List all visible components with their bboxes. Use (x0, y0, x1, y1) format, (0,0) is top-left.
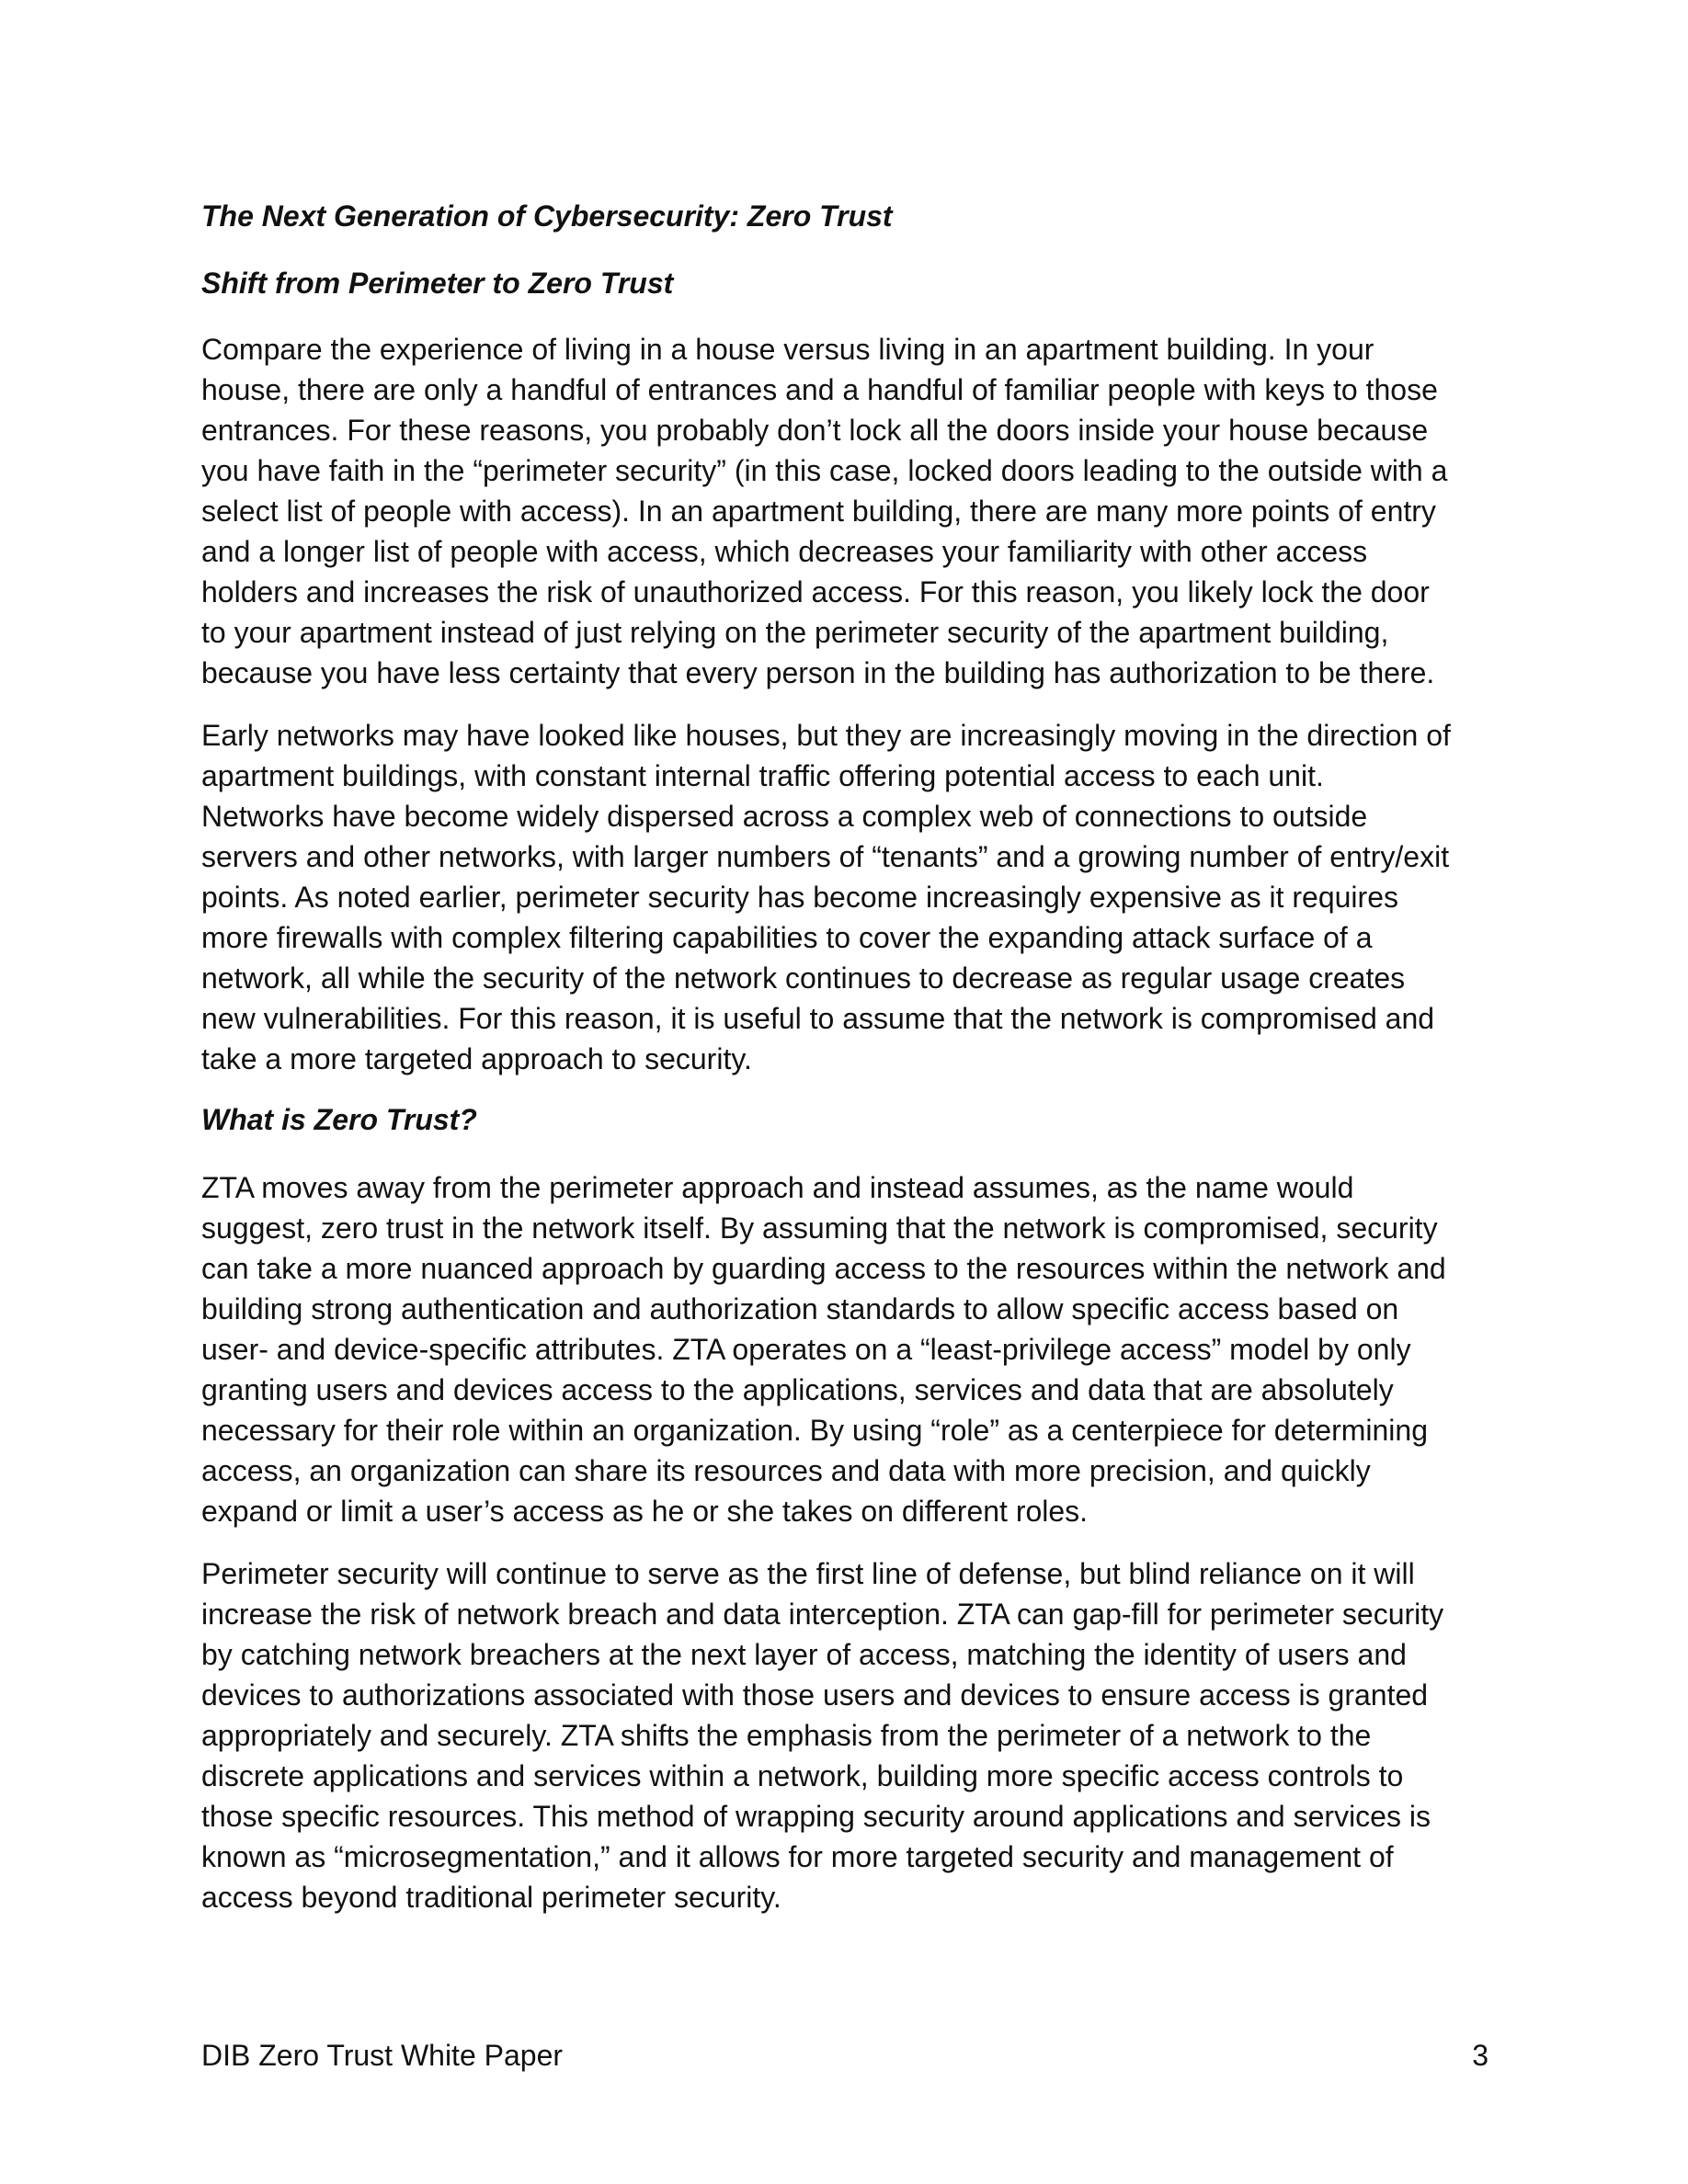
text-line: building strong authentication and authorization standards to allow specific access based on (201, 1292, 1399, 1325)
text-line: Networks have become widely dispersed across a complex web of connections to outside (201, 800, 1368, 833)
paragraph-perimeter-security (201, 1553, 1443, 1917)
text-line: network, all while the security of the network continues to decrease as regular usage creates (201, 961, 1406, 995)
text-line: can take a more nuanced approach by guarding access to the resources within the network and (201, 1252, 1446, 1285)
paragraph-zta-definition (201, 1167, 1446, 1531)
document-page (201, 0, 1488, 2184)
paragraph-house-apartment (201, 329, 1447, 693)
text-line: entrances. For these reasons, you probably don’t lock all the doors inside your house because (201, 414, 1429, 447)
paragraph-early-networks (201, 715, 1451, 1079)
text-line: granting users and devices access to the applications, services and data that are absolutely (201, 1373, 1394, 1406)
footer-page-number: 3 (1472, 2039, 1488, 2072)
text-line: suggest, zero trust in the network itself. By assuming that the network is compromised, security (201, 1211, 1438, 1245)
text-line: and a longer list of people with access, which decreases your familiarity with other access (201, 535, 1368, 568)
text-line: expand or limit a user’s access as he or she takes on different roles. (201, 1495, 1089, 1528)
text-line: you have faith in the “perimeter security” (in this case, locked doors leading to the outside with a (201, 454, 1448, 487)
text-line: access beyond traditional perimeter security. (201, 1881, 781, 1914)
text-line: appropriately and securely. ZTA shifts the emphasis from the perimeter of a network to the (201, 1719, 1372, 1752)
text-line: house, there are only a handful of entrances and a handful of familiar people with keys to those (201, 373, 1438, 406)
text-line: by catching network breachers at the next layer of access, matching the identity of users and (201, 1638, 1407, 1671)
text-line: known as “microsegmentation,” and it allows for more targeted security and management of (201, 1840, 1394, 1873)
section-heading-what-is-zero-trust: What is Zero Trust? (201, 1103, 477, 1136)
text-line: Perimeter security will continue to serve as the first line of defense, but blind reliance on it will (201, 1557, 1415, 1590)
text-line: Compare the experience of living in a house versus living in an apartment building. In your (201, 333, 1374, 366)
text-line: new vulnerabilities. For this reason, it is useful to assume that the network is compromised and (201, 1002, 1435, 1035)
text-line: select list of people with access). In an apartment building, there are many more points of entry (201, 495, 1436, 528)
text-line: servers and other networks, with larger numbers of “tenants” and a growing number of entry/exit (201, 840, 1450, 873)
footer-document-name: DIB Zero Trust White Paper (201, 2039, 564, 2072)
text-line: more firewalls with complex filtering capabilities to cover the expanding attack surface of a (201, 921, 1373, 954)
text-line: increase the risk of network breach and data interception. ZTA can gap-fill for perimeter security (201, 1598, 1444, 1631)
text-line: apartment buildings, with constant internal traffic offering potential access to each unit. (201, 759, 1324, 792)
text-line: devices to authorizations associated with those users and devices to ensure access is granted (201, 1678, 1429, 1712)
text-line: points. As noted earlier, perimeter security has become increasingly expensive as it requires (201, 881, 1398, 914)
text-line: to your apartment instead of just relying on the perimeter security of the apartment building, (201, 616, 1389, 649)
text-line: because you have less certainty that every person in the building has authorization to be there. (201, 656, 1435, 689)
text-line: access, an organization can share its resources and data with more precision, and quickly (201, 1454, 1371, 1487)
text-line: user- and device-specific attributes. ZTA operates on a “least-privilege access” model by only (201, 1333, 1411, 1366)
text-line: necessary for their role within an organization. By using “role” as a centerpiece for determining (201, 1414, 1428, 1447)
text-line: those specific resources. This method of wrapping security around applications and services is (201, 1800, 1431, 1833)
document-title: The Next Generation of Cybersecurity: Zero Trust (201, 199, 893, 233)
text-line: Early networks may have looked like houses, but they are increasingly moving in the direction of (201, 719, 1451, 752)
text-line: discrete applications and services within a network, building more specific access controls to (201, 1759, 1404, 1792)
text-line: holders and increases the risk of unauthorized access. For this reason, you likely lock the door (201, 575, 1430, 609)
text-line: take a more targeted approach to security. (201, 1042, 752, 1075)
text-line: ZTA moves away from the perimeter approach and instead assumes, as the name would (201, 1171, 1354, 1204)
section-heading-shift: Shift from Perimeter to Zero Trust (201, 267, 674, 300)
